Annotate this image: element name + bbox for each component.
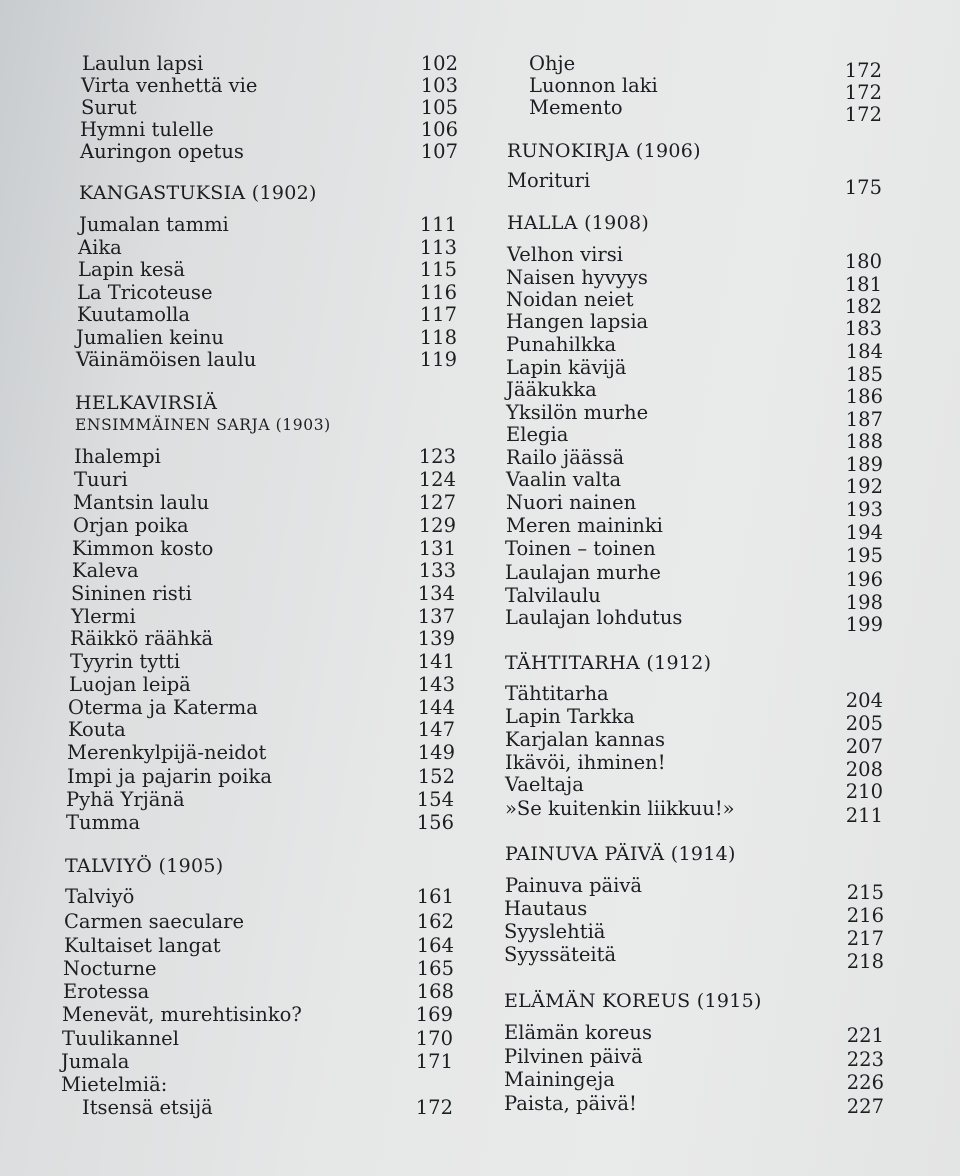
entry-title: Talvilaulu [505,584,601,607]
entry-page-number: 185 [845,363,883,386]
section-heading: HELKAVIRSIÄ [75,392,218,414]
entry-title: Laulajan lohdutus [505,606,683,629]
toc-entry [504,1068,884,1094]
toc-entry [506,288,882,318]
entry-title: Naisen hyvyys [506,266,648,289]
entry-page-number: 134 [417,582,455,605]
entry-page-number: 180 [844,250,882,273]
toc-entry [70,650,455,673]
entry-page-number: 171 [415,1050,453,1073]
entry-title: Toinen – toinen [505,537,656,560]
entry-title: Syyssäteitä [504,943,617,966]
entry-title: Ylermi [71,605,136,628]
entry-page-number: 181 [844,273,882,296]
entry-title: Luojan leipä [69,673,191,696]
toc-entry [81,96,458,119]
toc-entry [506,468,883,498]
entry-page-number: 144 [417,696,455,719]
toc-entry [505,606,883,636]
entry-page-number: 111 [419,213,457,236]
entry-title: Orjan poika [73,514,189,537]
toc-entry [77,281,457,304]
toc-entry [65,885,454,908]
entry-page-number: 195 [845,544,883,567]
entry-page-number: 169 [415,1003,453,1026]
toc-entry [82,52,458,75]
entry-page-number: 170 [415,1027,453,1050]
toc-entry [62,1027,453,1050]
entry-title: Jumalien keinu [76,326,224,349]
toc-entry [505,751,883,781]
entry-page-number: 161 [416,885,454,908]
entry-title: Carmen saeculare [64,910,245,933]
entry-title: Morituri [507,169,591,192]
entry-page-number: 194 [845,521,883,544]
entry-title: Tähtitarha [505,682,609,705]
entry-title: Lapin kävijä [506,356,627,379]
toc-entry [506,423,883,453]
entry-title: Tuulikannel [62,1027,179,1050]
entry-page-number: 175 [844,176,882,199]
toc-entry [505,728,883,758]
entry-page-number: 193 [845,498,883,521]
toc-entry [78,258,457,281]
toc-entry [504,943,884,973]
entry-title: Lapin kesä [78,258,186,281]
entry-page-number: 119 [419,348,457,371]
section-heading: PAINUVA PÄIVÄ (1914) [505,843,736,865]
section-heading: HALLA (1908) [507,212,650,234]
entry-title: Karjalan kannas [505,728,665,751]
toc-entry [507,169,882,199]
entry-title: Räikkö räähkä [70,627,214,650]
toc-entry [69,673,455,696]
entry-page-number: 196 [845,568,883,591]
toc-entry [506,514,883,544]
toc-entry [504,1092,884,1118]
toc-entry [76,326,457,349]
toc-entry [61,1073,453,1096]
toc-entry [71,582,455,605]
entry-page-number: 182 [844,295,882,318]
entry-page-number: 168 [416,980,454,1003]
entry-page-number: 117 [419,303,457,326]
entry-title: Jumala [61,1050,130,1073]
toc-entry [506,491,883,521]
toc-entry [67,741,455,764]
entry-page-number: 139 [417,627,455,650]
entry-title: Hautaus [504,897,588,920]
entry-title: Pilvinen päivä [504,1045,643,1068]
section-subheading: ENSIMMÄINEN SARJA (1903) [75,416,331,434]
toc-entry [505,584,883,614]
entry-title: Punahilkka [506,333,617,356]
entry-title: Meren maininki [506,514,663,537]
toc-entry [504,897,884,927]
entry-page-number: 210 [845,780,883,803]
entry-title: Kuutamolla [77,303,191,326]
toc-entry [72,537,456,560]
toc-entry [506,333,883,363]
toc-entry [80,140,458,163]
entry-title: Kultaiset langat [64,934,221,957]
toc-entry [63,957,454,980]
entry-page-number: 172 [415,1096,453,1119]
entry-title: Impi ja pajarin poika [67,765,272,788]
entry-page-number: 137 [417,605,455,628]
toc-entry [64,934,454,957]
toc-entry [505,561,883,591]
entry-title: Laulun lapsi [82,52,204,75]
toc-entry [71,605,455,628]
toc-entry [505,705,883,735]
toc-entry [61,1050,453,1073]
entry-title: Yksilön murhe [506,401,649,424]
entry-title: Tyyrin tytti [70,650,181,673]
entry-title: Nuori nainen [506,491,637,514]
entry-title: Jääkukka [506,378,597,401]
entry-title: Merenkylpijä-neidot [67,741,267,764]
entry-title: Mantsin laulu [73,491,210,514]
entry-title: Noidan neiet [506,288,634,311]
toc-entry [62,1003,453,1026]
toc-entry [506,378,883,408]
toc-entry [507,243,882,273]
entry-page-number: 208 [845,758,883,781]
entry-page-number: 152 [417,765,455,788]
entry-title: Tumma [66,811,141,834]
entry-title: Luonnon laki [529,74,658,97]
entry-page-number: 217 [846,927,884,950]
toc-entry [80,118,458,141]
entry-page-number: 183 [844,317,882,340]
entry-title: Oterma ja Katerma [68,696,258,719]
toc-entry [506,266,882,296]
entry-page-number: 164 [416,934,454,957]
entry-page-number: 227 [846,1095,884,1118]
toc-entry [82,1096,453,1119]
entry-title: Mainingeja [504,1068,615,1091]
entry-page-number: 154 [416,788,454,811]
toc-entry [529,96,882,126]
entry-title: Tuuri [74,468,128,491]
entry-page-number: 204 [845,689,883,712]
entry-title: Menevät, murehtisinko? [62,1003,302,1026]
entry-page-number: 184 [845,340,883,363]
toc-entry [504,920,884,950]
toc-entry [78,236,457,259]
entry-page-number: 189 [845,453,883,476]
section-heading: TALVIYÖ (1905) [65,855,224,877]
entry-page-number: 127 [418,491,456,514]
entry-title: Sininen risti [71,582,192,605]
toc-entry [70,627,455,650]
section-heading: ELÄMÄN KOREUS (1915) [504,990,762,1012]
entry-title: »Se kuitenkin liikkuu!» [505,797,735,820]
entry-title: Hymni tulelle [80,118,214,141]
entry-page-number: 187 [845,408,883,431]
entry-page-number: 188 [845,430,883,453]
entry-page-number: 105 [420,96,458,119]
entry-page-number: 133 [418,559,456,582]
entry-page-number: 186 [845,385,883,408]
entry-title: Elegia [506,423,569,446]
toc-entry [81,74,458,97]
toc-entry [505,773,883,803]
entry-page-number: 106 [420,118,458,141]
entry-page-number: 172 [844,59,882,82]
entry-page-number: 124 [418,468,456,491]
entry-title: Velhon virsi [507,243,623,266]
toc-entry [74,468,456,491]
toc-entry [79,213,457,236]
entry-page-number: 226 [846,1071,884,1094]
section-heading: TÄHTITARHA (1912) [505,652,712,674]
entry-title: Surut [81,96,137,119]
entry-page-number: 113 [419,236,457,259]
entry-title: Elämän koreus [504,1021,652,1044]
toc-entry [77,303,457,326]
entry-title: Hangen lapsia [506,310,649,333]
toc-entry [505,874,884,904]
entry-title: Syyslehtiä [504,920,606,943]
entry-page-number: 102 [420,52,458,75]
toc-entry [504,1045,884,1071]
toc-entry [505,682,883,712]
entry-title: Memento [529,96,623,119]
entry-title: Kaleva [72,559,139,582]
entry-page-number: 172 [844,103,882,126]
entry-title: Virta venhettä vie [81,74,258,97]
toc-entry [506,401,883,431]
entry-title: Lapin Tarkka [505,705,635,728]
toc-entry [76,348,457,371]
entry-title: Ikävöi, ihminen! [505,751,666,774]
entry-page-number: 215 [846,881,884,904]
toc-entry [506,446,883,476]
entry-page-number: 216 [846,904,884,927]
entry-title: Vaeltaja [505,773,584,796]
toc-entry [67,765,455,788]
entry-title: Laulajan murhe [505,561,661,584]
entry-title: Vaalin valta [506,468,622,491]
entry-page-number: 118 [419,326,457,349]
toc-entry [72,559,456,582]
entry-page-number: 156 [416,811,454,834]
entry-title: Aika [78,236,122,259]
entry-title: Mietelmiä: [61,1073,168,1096]
entry-title: Pyhä Yrjänä [66,788,185,811]
toc-entry [73,514,456,537]
entry-page-number: 123 [418,445,456,468]
entry-page-number: 172 [844,81,882,104]
entry-title: Ihalempi [74,445,161,468]
entry-title: Painuva päivä [505,874,643,897]
entry-title: Itsensä etsijä [82,1096,213,1119]
entry-title: Ohje [529,52,576,75]
toc-entry [505,797,883,827]
entry-title: Railo jäässä [506,446,625,469]
entry-page-number: 223 [846,1048,884,1071]
entry-title: Talviyö [65,885,135,908]
entry-page-number: 149 [417,741,455,764]
entry-page-number: 115 [419,258,457,281]
toc-entry [68,696,455,719]
toc-entry [68,718,455,741]
entry-page-number: 221 [846,1024,884,1047]
entry-title: Kimmon kosto [72,537,214,560]
entry-page-number: 141 [417,650,455,673]
entry-page-number: 131 [418,537,456,560]
toc-entry [506,310,882,340]
toc-entry [66,811,454,834]
toc-entry [505,537,883,567]
entry-page-number: 129 [418,514,456,537]
toc-entry [64,910,454,933]
toc-entry [529,52,882,82]
entry-page-number: 116 [419,281,457,304]
entry-page-number: 205 [845,712,883,735]
entry-title: Nocturne [63,957,157,980]
toc-entry [504,1021,884,1047]
entry-page-number: 147 [417,718,455,741]
toc-entry [63,980,454,1003]
entry-page-number: 103 [420,74,458,97]
entry-title: La Tricoteuse [77,281,213,304]
entry-page-number: 211 [845,804,883,827]
toc-entry [66,788,454,811]
entry-page-number: 107 [420,140,458,163]
entry-title: Paista, päivä! [504,1092,637,1115]
entry-page-number: 143 [417,673,455,696]
entry-title: Auringon opetus [80,140,244,163]
entry-title: Kouta [68,718,126,741]
section-heading: RUNOKIRJA (1906) [507,140,701,162]
entry-page-number: 192 [845,475,883,498]
toc-entry [506,356,883,386]
entry-page-number: 218 [846,950,884,973]
toc-entry [74,445,456,468]
section-heading: KANGASTUKSIA (1902) [79,182,317,204]
entry-title: Jumalan tammi [79,213,229,236]
entry-page-number: 162 [416,910,454,933]
toc-entry [73,491,456,514]
entry-title: Väinämöisen laulu [76,348,257,371]
entry-page-number: 165 [416,957,454,980]
entry-page-number: 199 [845,613,883,636]
entry-title: Erotessa [63,980,150,1003]
entry-page-number: 198 [845,591,883,614]
toc-entry [529,74,882,104]
entry-page-number: 207 [845,735,883,758]
